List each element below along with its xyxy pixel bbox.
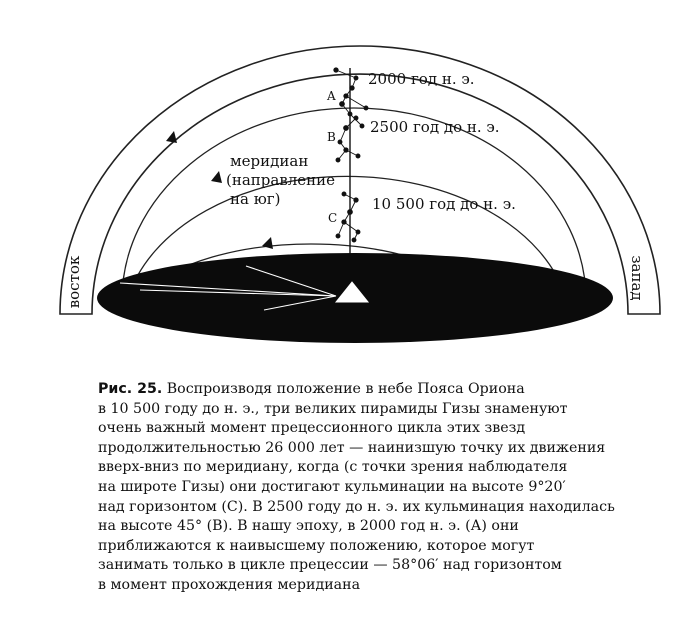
orion-belt-c [336,192,360,242]
orion-belt-a [334,68,368,128]
caption-line-10: в момент прохождения меридиана [98,576,361,593]
year-a-label: 2000 год н. э. [368,70,475,88]
caption-line-2: очень важный момент прецессионного цикла этих звезд [98,420,526,437]
arrow-icon-arc-b [211,171,222,183]
point-c-label: C [328,211,338,225]
meridian-label-line-1: меридиан [230,152,309,170]
year-b-label: 2500 год до н. э. [370,118,500,136]
meridian-label-line-3: на юг) [230,190,281,208]
caption-first-line-text: Воспроизводя положение в небе Пояса Ориона [166,381,525,397]
caption-line-4: вверх-вниз по меридиану, когда (с точки зрения наблюдателя [98,459,568,476]
caption-line-1: в 10 500 году до н. э., три великих пирамиды Гизы знаменуют [98,400,568,417]
caption-line-9: занимать только в цикле прецессии — 58°06′ над горизонтом [98,557,562,574]
figure-number: Рис. 25. [98,381,163,397]
caption-line-0 [98,380,658,400]
caption-line-5: на широте Гизы) они достигают кульминации на высоте 9°20′ [98,478,566,495]
caption-line-3: продолжительностью 26 000 лет — наинизшую точку их движения [98,439,606,456]
west-label: запад [628,255,646,301]
caption-line-8: приближаются к наивысшему положению, которое могут [98,537,535,554]
year-c-label: 10 500 год до н. э. [372,195,516,213]
figure-caption [98,380,658,596]
point-a-label: A [327,89,336,103]
orion-belt-b [336,116,360,162]
caption-line-7: на высоте 45° (В). В нашу эпоху, в 2000 год н. э. (А) они [98,518,519,535]
point-b-label: B [327,130,336,144]
east-label: восток [65,255,83,309]
meridian-label-line-2: (направление [226,171,336,189]
caption-line-6: над горизонтом (С). В 2500 году до н. э. их кульминация находилась [98,498,615,515]
